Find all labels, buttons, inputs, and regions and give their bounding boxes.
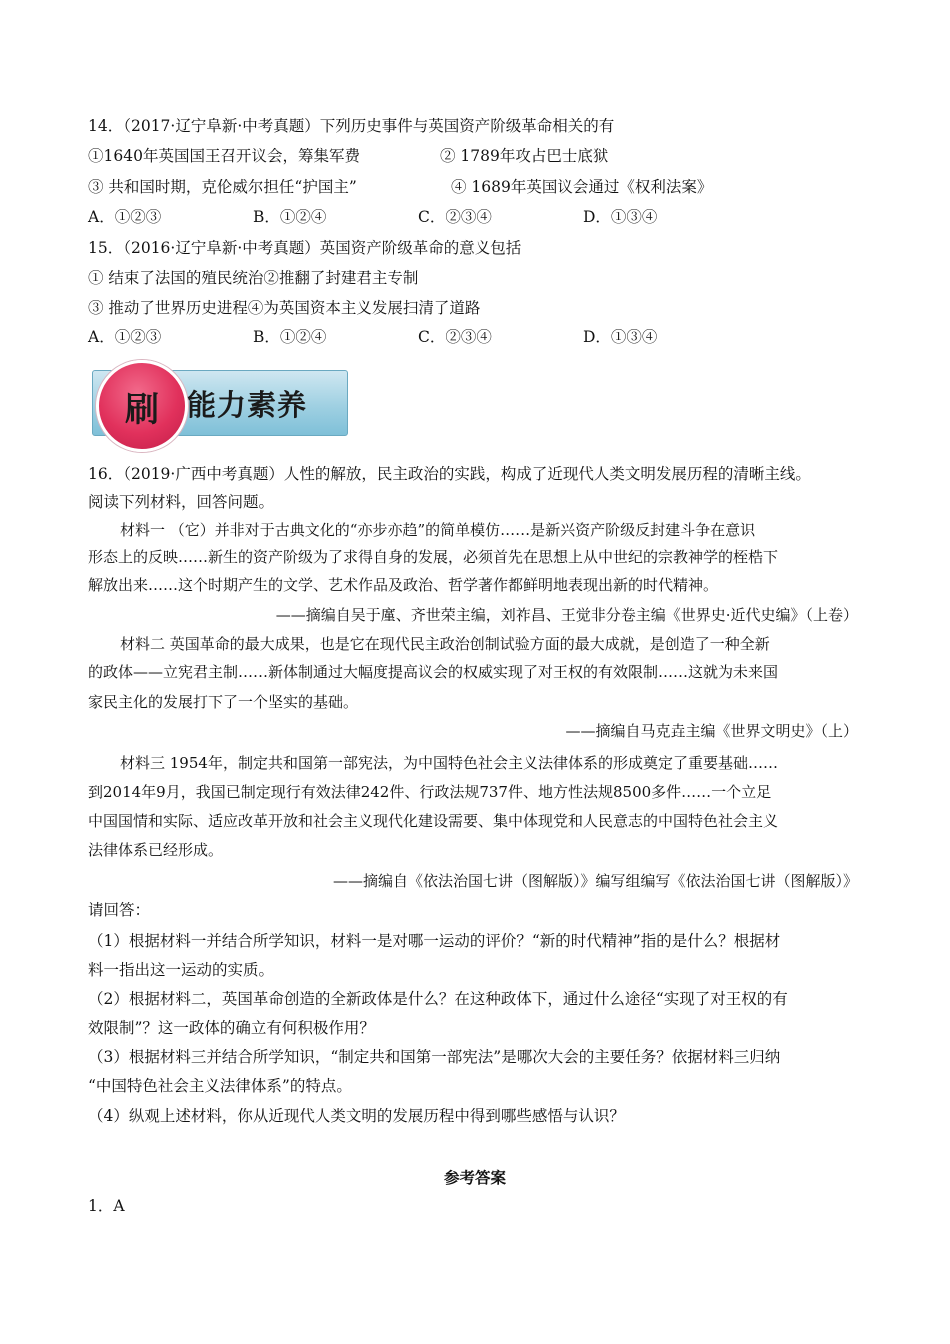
- material3-line-1: 材料三 1954年，制定共和国第一部宪法，为中国特色社会主义法律体系的形成奠定了重要基础……: [120, 754, 778, 772]
- material1-line-1: 材料一 （它）并非对于古典文化的“亦步亦趋”的简单模仿……是新兴资产阶级反封建斗争在意识: [120, 521, 756, 539]
- material2-line-1: 材料二 英国革命的最大成果，也是它在现代民主政治创制试验方面的最大成就，是创造了一种全新: [120, 635, 770, 653]
- banner-circle-badge: [96, 360, 188, 452]
- q15-option-b: B．①②④: [253, 328, 327, 346]
- material3-source: ——摘编自《依法治国七讲（图解版）》编写组编写《依法治国七讲（图解版）》: [332, 872, 858, 890]
- material2-line-3: 家民主化的发展打下了一个坚实的基础。: [88, 693, 359, 711]
- material1-source: ——摘编自吴于廑、齐世荣主编，刘祚昌、王觉非分卷主编《世界史·近代史编》（上卷）: [275, 606, 858, 624]
- material2-line-2: 的政体——立宪君主制……新体制通过大幅度提高议会的权威实现了对王权的有效限制……这就为未来国: [88, 663, 779, 681]
- q15-stem: 15．（2016·辽宁阜新·中考真题）英国资产阶级革命的意义包括: [88, 239, 522, 257]
- q14-option-c: C．②③④: [418, 208, 492, 226]
- q14-option-a: A．①②③: [88, 208, 162, 226]
- q14-item-2: ② 1789年攻占巴士底狱: [440, 147, 609, 165]
- q14-stem: 14．（2017·辽宁阜新·中考真题）下列历史事件与英国资产阶级革命相关的有: [88, 117, 615, 135]
- q16-question-2b: 效限制”？这一政体的确立有何积极作用？: [88, 1019, 375, 1037]
- material3-line-4: 法律体系已经形成。: [88, 841, 224, 859]
- q16-question-1b: 料一指出这一运动的实质。: [88, 961, 275, 979]
- q16-question-3a: （3）根据材料三并结合所学知识，“制定共和国第一部宪法”是哪次大会的主要任务？依据材料三归纳: [88, 1048, 781, 1066]
- answer-1: 1．A: [88, 1197, 125, 1215]
- q15-option-a: A．①②③: [88, 328, 162, 346]
- material1-line-2: 形态上的反映……新生的资产阶级为了求得自身的发展，必须首先在思想上从中世纪的宗教神学的桎梏下: [88, 548, 779, 566]
- q14-item-4: ④ 1689年英国议会通过《权利法案》: [451, 178, 713, 196]
- q14-item-3: ③ 共和国时期，克伦威尔担任“护国主”: [88, 178, 357, 196]
- q16-prompt: 请回答：: [88, 901, 151, 919]
- answers-title: 参考答案: [443, 1168, 506, 1187]
- q14-option-b: B．①②④: [253, 208, 327, 226]
- q15-option-c: C．②③④: [418, 328, 492, 346]
- material1-line-3: 解放出来……这个时期产生的文学、艺术作品及政治、哲学著作都鲜明地表现出新的时代精神。: [88, 576, 719, 594]
- banner-circle-label: 刷: [125, 389, 159, 430]
- q16-question-1a: （1）根据材料一并结合所学知识，材料一是对哪一运动的评价？“新的时代精神”指的是什么？根据材: [88, 932, 781, 950]
- q16-question-4: （4）纵观上述材料，你从近现代人类文明的发展历程中得到哪些感悟与认识？: [88, 1107, 625, 1125]
- q14-item-1: ①1640年英国国王召开议会，筹集军费: [88, 147, 360, 165]
- q15-option-d: D．①③④: [583, 328, 658, 346]
- material2-source: ——摘编自马克垚主编《世界文明史》（上）: [565, 722, 858, 740]
- material3-line-3: 中国国情和实际、适应改革开放和社会主义现代化建设需要、集中体现党和人民意志的中国特色社会主义: [88, 812, 779, 830]
- q15-line-2: ③ 推动了世界历史进程④为英国资本主义发展扫清了道路: [88, 299, 481, 317]
- section-banner: [92, 368, 348, 438]
- q16-question-3b: “中国特色社会主义法律体系”的特点。: [88, 1077, 352, 1095]
- material3-line-2: 到2014年9月，我国已制定现行有效法律242件、行政法规737件、地方性法规8500多件……一个立足: [88, 783, 772, 801]
- q14-option-d: D．①③④: [583, 208, 658, 226]
- q16-question-2a: （2）根据材料二，英国革命创造的全新政体是什么？在这种政体下，通过什么途径“实现了对王权的有: [88, 990, 788, 1008]
- q16-stem-line-2: 阅读下列材料，回答问题。: [88, 493, 275, 511]
- q16-stem-line-1: 16．（2019·广西中考真题）人性的解放，民主政治的实践，构成了近现代人类文明发展历程的清晰主线。: [88, 465, 811, 483]
- banner-title: 能力素养: [187, 388, 308, 422]
- q15-line-1: ① 结束了法国的殖民统治②推翻了封建君主专制: [88, 269, 419, 287]
